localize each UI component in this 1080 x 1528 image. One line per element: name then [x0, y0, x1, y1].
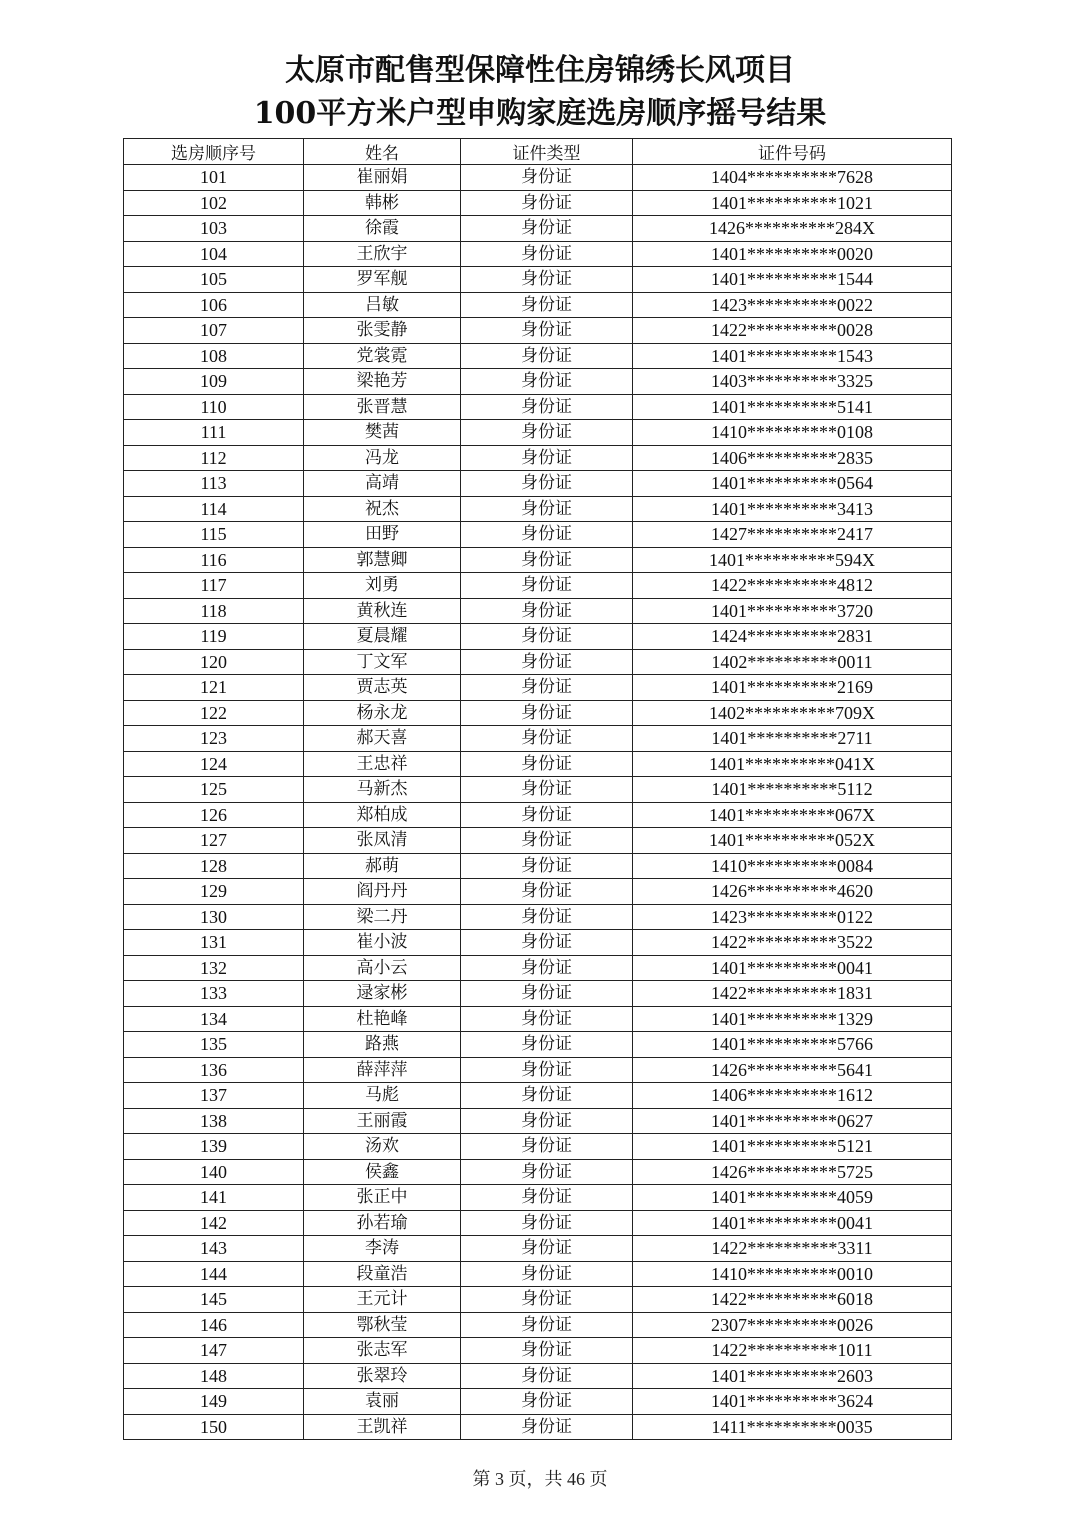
- table-row: [124, 343, 952, 369]
- name-cell: 逯家彬: [304, 981, 461, 1007]
- name-cell: 张正中: [304, 1185, 461, 1211]
- id-number-cell: 1426**********5641: [633, 1057, 952, 1083]
- id-number-cell: 1401**********5112: [633, 777, 952, 803]
- table-row: [124, 802, 952, 828]
- id-number-cell: 1401**********2603: [633, 1363, 952, 1389]
- name-cell: 袁丽: [304, 1389, 461, 1415]
- name-cell: 薛萍萍: [304, 1057, 461, 1083]
- id-type-cell: 身份证: [461, 573, 633, 599]
- id-type-cell: 身份证: [461, 598, 633, 624]
- id-type-cell: 身份证: [461, 930, 633, 956]
- id-type-cell: 身份证: [461, 700, 633, 726]
- name-cell: 崔丽娟: [304, 165, 461, 191]
- table-row: [124, 675, 952, 701]
- name-cell: 冯龙: [304, 445, 461, 471]
- name-cell: 王丽霞: [304, 1108, 461, 1134]
- id-number-cell: 1410**********0010: [633, 1261, 952, 1287]
- table-row: [124, 1312, 952, 1338]
- id-number-cell: 1402**********709X: [633, 700, 952, 726]
- table-row: [124, 649, 952, 675]
- id-type-cell: 身份证: [461, 420, 633, 446]
- id-number-cell: 1424**********2831: [633, 624, 952, 650]
- order-number-cell: 115: [124, 522, 304, 548]
- id-type-cell: 身份证: [461, 624, 633, 650]
- header-name: 姓名: [304, 139, 461, 165]
- id-number-cell: 1426**********5725: [633, 1159, 952, 1185]
- id-type-cell: 身份证: [461, 1236, 633, 1262]
- name-cell: 高小云: [304, 955, 461, 981]
- order-number-cell: 104: [124, 241, 304, 267]
- table-row: [124, 1032, 952, 1058]
- header-order-number: 选房顺序号: [124, 139, 304, 165]
- name-cell: 李涛: [304, 1236, 461, 1262]
- order-number-cell: 139: [124, 1134, 304, 1160]
- order-number-cell: 112: [124, 445, 304, 471]
- order-number-cell: 133: [124, 981, 304, 1007]
- order-number-cell: 132: [124, 955, 304, 981]
- name-cell: 郝天喜: [304, 726, 461, 752]
- table-row: [124, 1159, 952, 1185]
- name-cell: 孙若瑜: [304, 1210, 461, 1236]
- name-cell: 张志军: [304, 1338, 461, 1364]
- id-type-cell: 身份证: [461, 649, 633, 675]
- table-row: [124, 1287, 952, 1313]
- name-cell: 郝萌: [304, 853, 461, 879]
- name-cell: 张晋慧: [304, 394, 461, 420]
- order-number-cell: 141: [124, 1185, 304, 1211]
- id-number-cell: 1401**********594X: [633, 547, 952, 573]
- order-number-cell: 148: [124, 1363, 304, 1389]
- table-header-row: [124, 139, 952, 165]
- table-row: [124, 1108, 952, 1134]
- name-cell: 张翠玲: [304, 1363, 461, 1389]
- id-type-cell: 身份证: [461, 751, 633, 777]
- order-number-cell: 128: [124, 853, 304, 879]
- table-row: [124, 547, 952, 573]
- id-number-cell: 1401**********0564: [633, 471, 952, 497]
- id-type-cell: 身份证: [461, 1185, 633, 1211]
- order-number-cell: 120: [124, 649, 304, 675]
- id-number-cell: 1423**********0122: [633, 904, 952, 930]
- id-type-cell: 身份证: [461, 445, 633, 471]
- name-cell: 梁艳芳: [304, 369, 461, 395]
- order-number-cell: 150: [124, 1414, 304, 1440]
- table-row: [124, 394, 952, 420]
- order-number-cell: 146: [124, 1312, 304, 1338]
- id-number-cell: 1422**********4812: [633, 573, 952, 599]
- name-cell: 吕敏: [304, 292, 461, 318]
- name-cell: 韩彬: [304, 190, 461, 216]
- id-number-cell: 1401**********0041: [633, 955, 952, 981]
- header-id-type: 证件类型: [461, 139, 633, 165]
- order-number-cell: 131: [124, 930, 304, 956]
- order-number-cell: 127: [124, 828, 304, 854]
- order-number-cell: 149: [124, 1389, 304, 1415]
- order-number-cell: 117: [124, 573, 304, 599]
- id-type-cell: 身份证: [461, 1363, 633, 1389]
- id-number-cell: 1401**********1329: [633, 1006, 952, 1032]
- id-number-cell: 1422**********3522: [633, 930, 952, 956]
- id-type-cell: 身份证: [461, 1261, 633, 1287]
- name-cell: 夏晨耀: [304, 624, 461, 650]
- order-number-cell: 142: [124, 1210, 304, 1236]
- order-number-cell: 116: [124, 547, 304, 573]
- order-number-cell: 129: [124, 879, 304, 905]
- id-type-cell: 身份证: [461, 1389, 633, 1415]
- id-type-cell: 身份证: [461, 777, 633, 803]
- id-number-cell: 1401**********1544: [633, 267, 952, 293]
- id-type-cell: 身份证: [461, 190, 633, 216]
- document-title-line2: 100平方米户型申购家庭选房顺序摇号结果: [253, 96, 827, 131]
- name-cell: 王欣宇: [304, 241, 461, 267]
- order-number-cell: 118: [124, 598, 304, 624]
- id-number-cell: 1404**********7628: [633, 165, 952, 191]
- id-type-cell: 身份证: [461, 802, 633, 828]
- order-number-cell: 108: [124, 343, 304, 369]
- name-cell: 阎丹丹: [304, 879, 461, 905]
- id-type-cell: 身份证: [461, 343, 633, 369]
- table-row: [124, 598, 952, 624]
- table-row: [124, 1057, 952, 1083]
- order-number-cell: 101: [124, 165, 304, 191]
- id-type-cell: 身份证: [461, 1338, 633, 1364]
- order-number-cell: 114: [124, 496, 304, 522]
- lottery-results-table: [123, 138, 952, 1440]
- id-type-cell: 身份证: [461, 292, 633, 318]
- id-number-cell: 1401**********1543: [633, 343, 952, 369]
- order-number-cell: 138: [124, 1108, 304, 1134]
- id-type-cell: 身份证: [461, 981, 633, 1007]
- table-row: [124, 930, 952, 956]
- id-number-cell: 1422**********3311: [633, 1236, 952, 1262]
- id-number-cell: 1401**********2711: [633, 726, 952, 752]
- name-cell: 田野: [304, 522, 461, 548]
- id-number-cell: 1401**********2169: [633, 675, 952, 701]
- table-body: [124, 165, 952, 1440]
- name-cell: 路燕: [304, 1032, 461, 1058]
- id-type-cell: 身份证: [461, 1108, 633, 1134]
- id-number-cell: 1401**********4059: [633, 1185, 952, 1211]
- order-number-cell: 102: [124, 190, 304, 216]
- name-cell: 段童浩: [304, 1261, 461, 1287]
- table-row: [124, 955, 952, 981]
- id-type-cell: 身份证: [461, 1057, 633, 1083]
- id-type-cell: 身份证: [461, 675, 633, 701]
- table-row: [124, 1134, 952, 1160]
- table-row: [124, 700, 952, 726]
- id-number-cell: 1427**********2417: [633, 522, 952, 548]
- name-cell: 张凤清: [304, 828, 461, 854]
- name-cell: 祝杰: [304, 496, 461, 522]
- id-type-cell: 身份证: [461, 369, 633, 395]
- id-number-cell: 1422**********0028: [633, 318, 952, 344]
- id-type-cell: 身份证: [461, 955, 633, 981]
- table-row: [124, 267, 952, 293]
- table-row: [124, 777, 952, 803]
- id-number-cell: 1401**********5121: [633, 1134, 952, 1160]
- id-type-cell: 身份证: [461, 1006, 633, 1032]
- name-cell: 马新杰: [304, 777, 461, 803]
- name-cell: 郭慧卿: [304, 547, 461, 573]
- name-cell: 王元计: [304, 1287, 461, 1313]
- order-number-cell: 105: [124, 267, 304, 293]
- id-type-cell: 身份证: [461, 1083, 633, 1109]
- table-row: [124, 522, 952, 548]
- id-number-cell: 1401**********3720: [633, 598, 952, 624]
- table-row: [124, 496, 952, 522]
- name-cell: 徐霞: [304, 216, 461, 242]
- order-number-cell: 125: [124, 777, 304, 803]
- order-number-cell: 113: [124, 471, 304, 497]
- name-cell: 樊茜: [304, 420, 461, 446]
- id-type-cell: 身份证: [461, 879, 633, 905]
- id-type-cell: 身份证: [461, 904, 633, 930]
- table-row: [124, 1210, 952, 1236]
- name-cell: 崔小波: [304, 930, 461, 956]
- table-row: [124, 165, 952, 191]
- id-number-cell: 1410**********0108: [633, 420, 952, 446]
- order-number-cell: 106: [124, 292, 304, 318]
- id-type-cell: 身份证: [461, 267, 633, 293]
- order-number-cell: 103: [124, 216, 304, 242]
- id-number-cell: 1411**********0035: [633, 1414, 952, 1440]
- table-row: [124, 369, 952, 395]
- id-type-cell: 身份证: [461, 1032, 633, 1058]
- table-row: [124, 624, 952, 650]
- table-row: [124, 1185, 952, 1211]
- order-number-cell: 107: [124, 318, 304, 344]
- id-number-cell: 1406**********2835: [633, 445, 952, 471]
- order-number-cell: 137: [124, 1083, 304, 1109]
- id-type-cell: 身份证: [461, 216, 633, 242]
- name-cell: 张雯静: [304, 318, 461, 344]
- name-cell: 郑柏成: [304, 802, 461, 828]
- table-row: [124, 420, 952, 446]
- name-cell: 王凯祥: [304, 1414, 461, 1440]
- order-number-cell: 124: [124, 751, 304, 777]
- id-type-cell: 身份证: [461, 853, 633, 879]
- name-cell: 杜艳峰: [304, 1006, 461, 1032]
- id-number-cell: 1401**********041X: [633, 751, 952, 777]
- id-number-cell: 1410**********0084: [633, 853, 952, 879]
- id-number-cell: 1423**********0022: [633, 292, 952, 318]
- order-number-cell: 111: [124, 420, 304, 446]
- document-title-line1: 太原市配售型保障性住房锦绣长风项目: [285, 53, 795, 88]
- id-type-cell: 身份证: [461, 241, 633, 267]
- order-number-cell: 134: [124, 1006, 304, 1032]
- order-number-cell: 140: [124, 1159, 304, 1185]
- id-number-cell: 1426**********284X: [633, 216, 952, 242]
- order-number-cell: 126: [124, 802, 304, 828]
- name-cell: 罗军舰: [304, 267, 461, 293]
- table-row: [124, 726, 952, 752]
- table-row: [124, 573, 952, 599]
- id-type-cell: 身份证: [461, 1210, 633, 1236]
- name-cell: 贾志英: [304, 675, 461, 701]
- id-type-cell: 身份证: [461, 726, 633, 752]
- order-number-cell: 119: [124, 624, 304, 650]
- table-row: [124, 471, 952, 497]
- table-row: [124, 853, 952, 879]
- order-number-cell: 135: [124, 1032, 304, 1058]
- table-row: [124, 190, 952, 216]
- table-row: [124, 1338, 952, 1364]
- table-row: [124, 1083, 952, 1109]
- order-number-cell: 123: [124, 726, 304, 752]
- page-number-footer: 第 3 页，共 46 页: [472, 1469, 608, 1489]
- id-type-cell: 身份证: [461, 1287, 633, 1313]
- order-number-cell: 144: [124, 1261, 304, 1287]
- id-number-cell: 1422**********1831: [633, 981, 952, 1007]
- id-number-cell: 2307**********0026: [633, 1312, 952, 1338]
- name-cell: 王忠祥: [304, 751, 461, 777]
- id-type-cell: 身份证: [461, 1312, 633, 1338]
- table-row: [124, 1006, 952, 1032]
- name-cell: 刘勇: [304, 573, 461, 599]
- table-row: [124, 216, 952, 242]
- table-header: [124, 139, 952, 165]
- table-row: [124, 1236, 952, 1262]
- table-row: [124, 1363, 952, 1389]
- id-number-cell: 1401**********052X: [633, 828, 952, 854]
- order-number-cell: 143: [124, 1236, 304, 1262]
- id-type-cell: 身份证: [461, 394, 633, 420]
- order-number-cell: 130: [124, 904, 304, 930]
- id-type-cell: 身份证: [461, 318, 633, 344]
- table-row: [124, 1261, 952, 1287]
- id-type-cell: 身份证: [461, 547, 633, 573]
- id-number-cell: 1401**********5141: [633, 394, 952, 420]
- table-row: [124, 445, 952, 471]
- table-row: [124, 879, 952, 905]
- table-row: [124, 904, 952, 930]
- id-number-cell: 1401**********5766: [633, 1032, 952, 1058]
- id-number-cell: 1401**********3624: [633, 1389, 952, 1415]
- table-row: [124, 1414, 952, 1440]
- id-number-cell: 1401**********0020: [633, 241, 952, 267]
- name-cell: 梁二丹: [304, 904, 461, 930]
- order-number-cell: 145: [124, 1287, 304, 1313]
- table-row: [124, 292, 952, 318]
- id-type-cell: 身份证: [461, 471, 633, 497]
- name-cell: 马彪: [304, 1083, 461, 1109]
- id-number-cell: 1422**********1011: [633, 1338, 952, 1364]
- table-row: [124, 241, 952, 267]
- id-number-cell: 1401**********1021: [633, 190, 952, 216]
- table-row: [124, 318, 952, 344]
- name-cell: 汤欢: [304, 1134, 461, 1160]
- name-cell: 党裳霓: [304, 343, 461, 369]
- table-row: [124, 981, 952, 1007]
- id-type-cell: 身份证: [461, 496, 633, 522]
- id-type-cell: 身份证: [461, 1414, 633, 1440]
- table-row: [124, 751, 952, 777]
- id-number-cell: 1401**********3413: [633, 496, 952, 522]
- id-number-cell: 1401**********067X: [633, 802, 952, 828]
- order-number-cell: 109: [124, 369, 304, 395]
- order-number-cell: 122: [124, 700, 304, 726]
- name-cell: 黄秋连: [304, 598, 461, 624]
- id-number-cell: 1401**********0627: [633, 1108, 952, 1134]
- name-cell: 杨永龙: [304, 700, 461, 726]
- id-type-cell: 身份证: [461, 165, 633, 191]
- name-cell: 高靖: [304, 471, 461, 497]
- id-number-cell: 1426**********4620: [633, 879, 952, 905]
- name-cell: 鄂秋莹: [304, 1312, 461, 1338]
- order-number-cell: 136: [124, 1057, 304, 1083]
- id-type-cell: 身份证: [461, 1134, 633, 1160]
- order-number-cell: 110: [124, 394, 304, 420]
- name-cell: 丁文军: [304, 649, 461, 675]
- id-number-cell: 1402**********0011: [633, 649, 952, 675]
- id-number-cell: 1401**********0041: [633, 1210, 952, 1236]
- header-id-number: 证件号码: [633, 139, 952, 165]
- table-row: [124, 828, 952, 854]
- order-number-cell: 121: [124, 675, 304, 701]
- id-number-cell: 1422**********6018: [633, 1287, 952, 1313]
- id-type-cell: 身份证: [461, 828, 633, 854]
- id-type-cell: 身份证: [461, 1159, 633, 1185]
- id-number-cell: 1403**********3325: [633, 369, 952, 395]
- name-cell: 侯鑫: [304, 1159, 461, 1185]
- id-number-cell: 1406**********1612: [633, 1083, 952, 1109]
- order-number-cell: 147: [124, 1338, 304, 1364]
- id-type-cell: 身份证: [461, 522, 633, 548]
- table-row: [124, 1389, 952, 1415]
